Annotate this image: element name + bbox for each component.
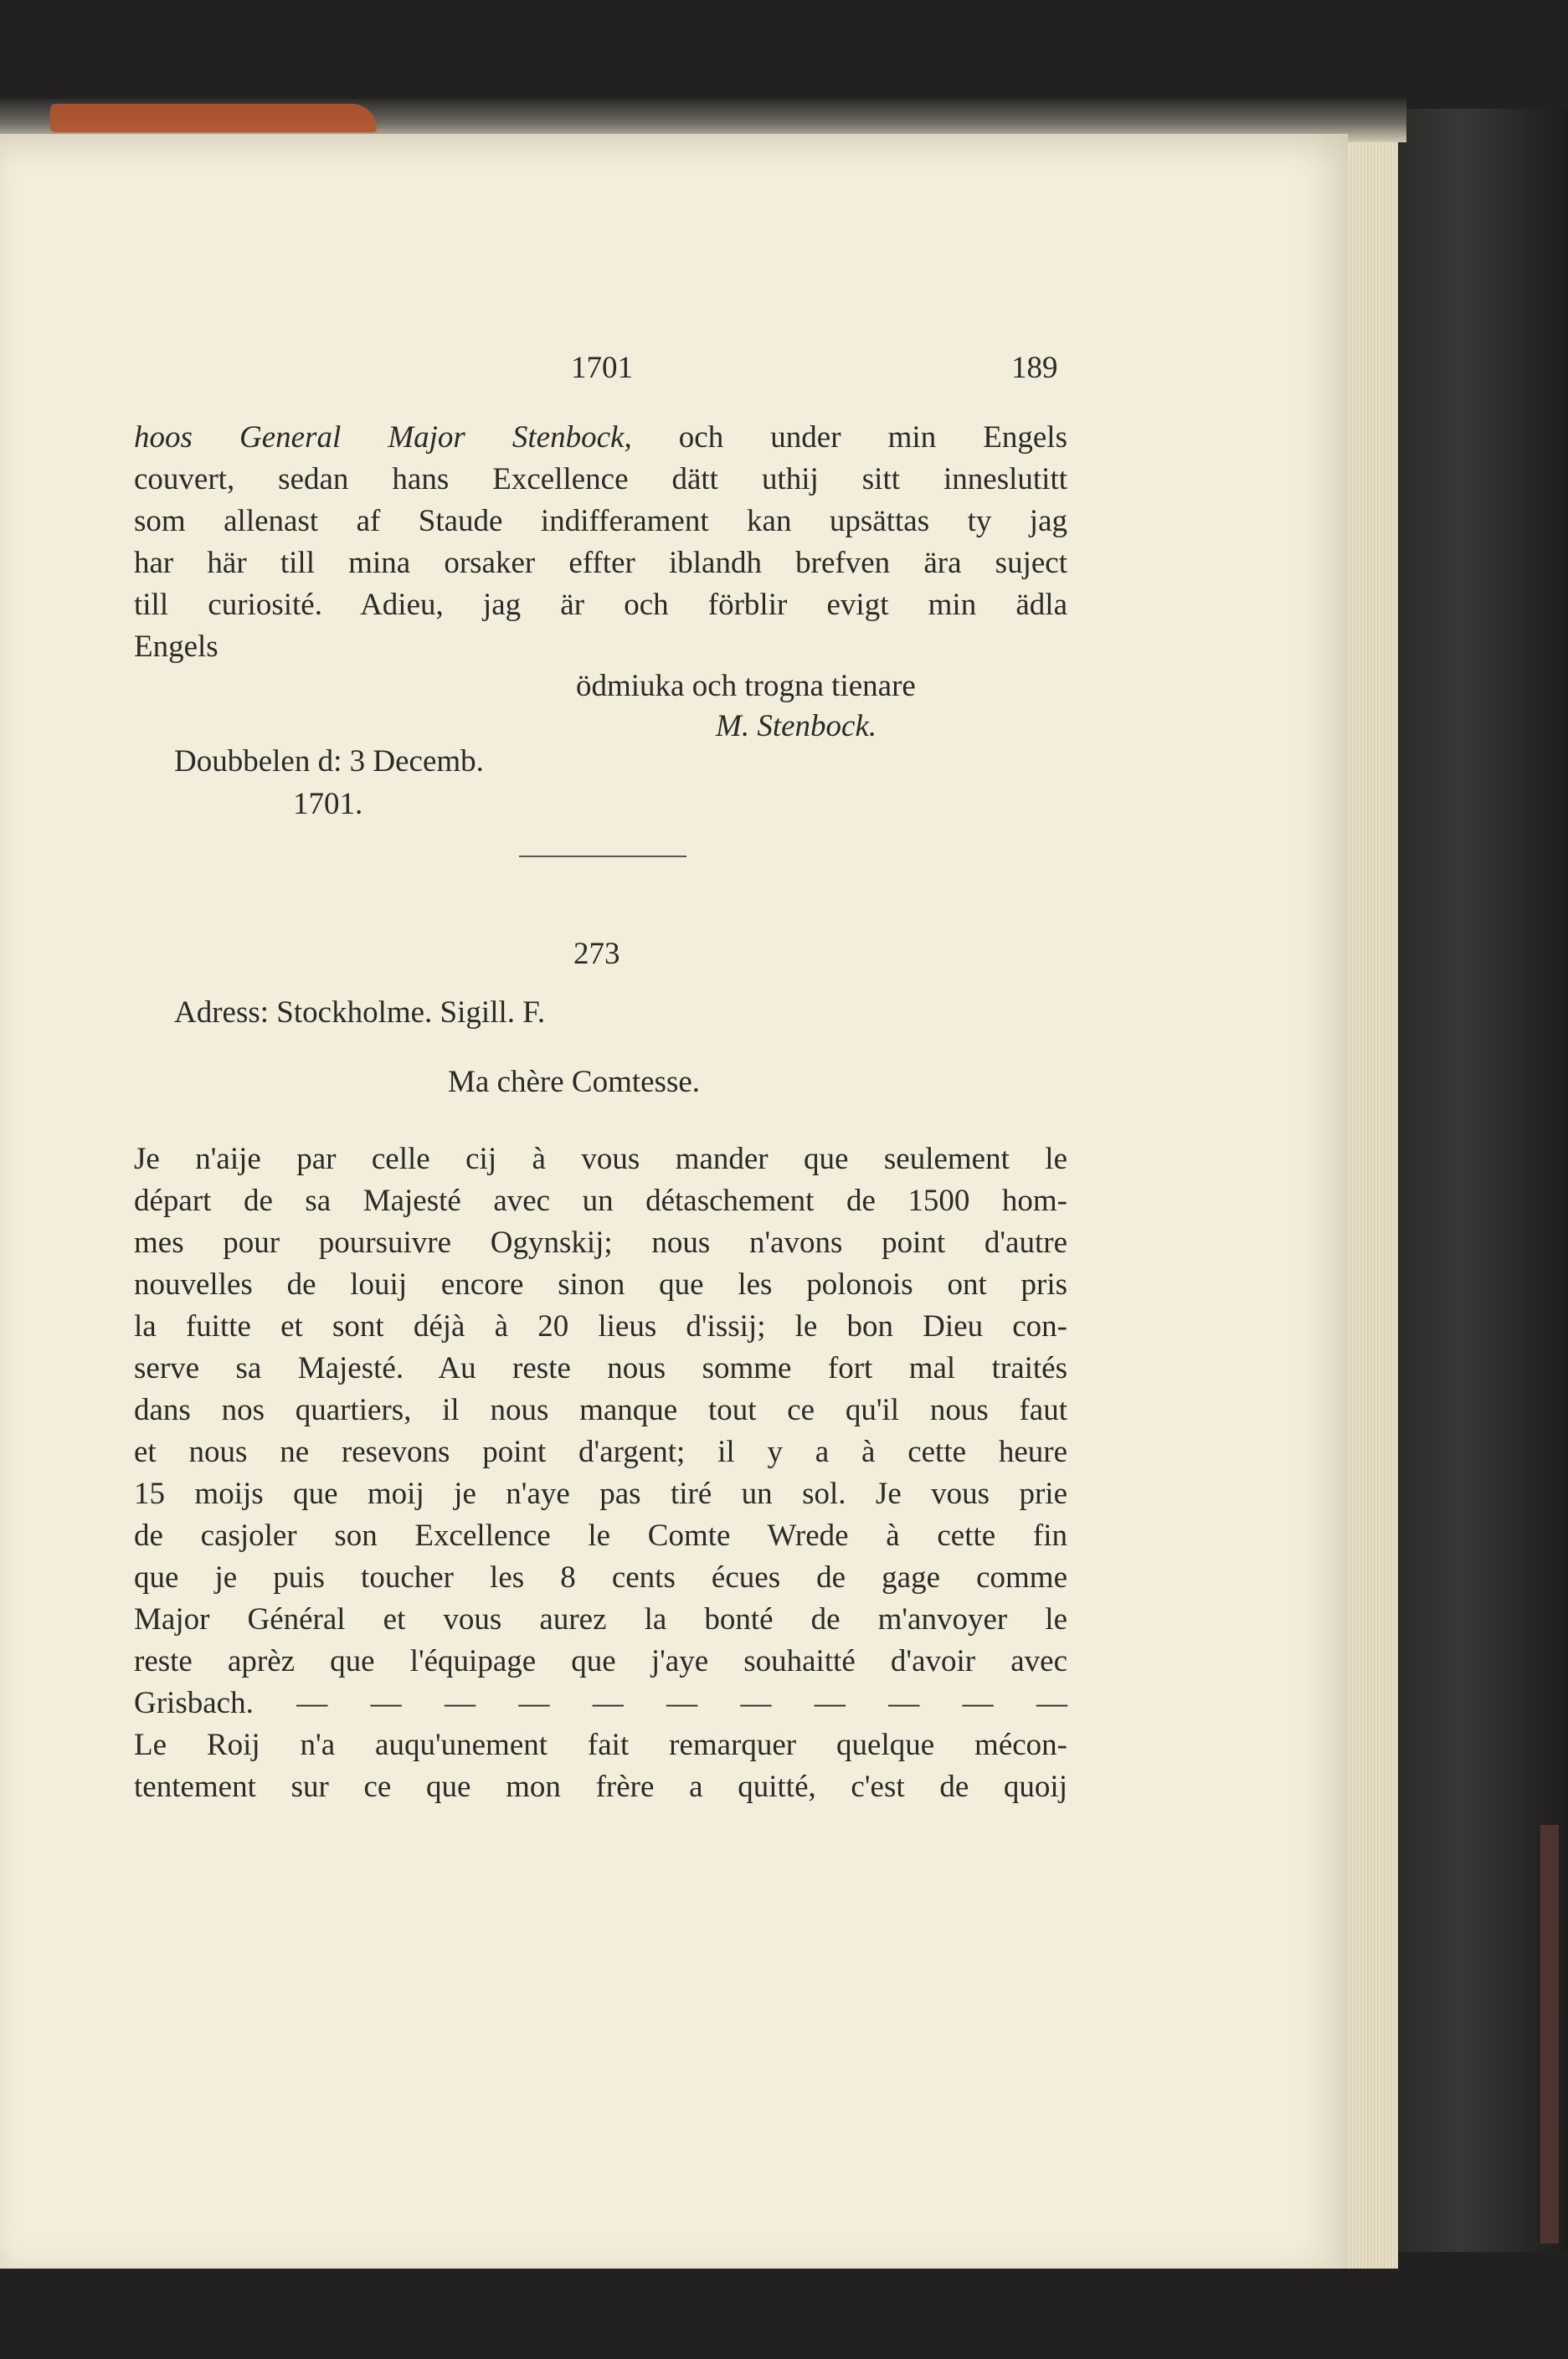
text-line: 15 moijs que moij je n'aye pas tiré un sol. Je vous prie xyxy=(134,1477,1067,1511)
letter-body xyxy=(134,1138,1067,1808)
place-date: Doubbelen d: 3 Decemb. xyxy=(174,744,484,779)
section-divider xyxy=(519,856,686,857)
cover-edge xyxy=(1540,1825,1559,2243)
text-line: till curiosité. Adieu, jag är och förblir evigt min ädla xyxy=(134,588,1067,622)
text-line: de casjoler son Excellence le Comte Wrede à cette fin xyxy=(134,1519,1067,1553)
letter-end-body xyxy=(134,417,1067,668)
letter-number: 273 xyxy=(573,937,620,971)
signature: M. Stenbock. xyxy=(716,709,877,743)
text-line: mes pour poursuivre Ogynskij; nous n'avons point d'autre xyxy=(134,1226,1067,1260)
text-line: Engels xyxy=(134,630,218,664)
text-line: Major Général et vous aurez la bonté de m'anvoyer le xyxy=(134,1602,1067,1637)
running-header-year: 1701 xyxy=(571,351,633,385)
page-number: 189 xyxy=(1011,351,1058,385)
address-line: Adress: Stockholme. Sigill. F. xyxy=(174,995,546,1030)
page-stack-edge xyxy=(1339,126,1398,2269)
text-line: Le Roij n'a auqu'unement fait remarquer quelque mécon- xyxy=(134,1728,1067,1762)
text-line: Grisbach. — — — — — — — — — — — xyxy=(134,1686,1067,1720)
text-line xyxy=(134,417,1067,459)
page-stain xyxy=(50,104,377,132)
text-line: har här till mina orsaker effter iblandh brefven ära suject xyxy=(134,546,1067,580)
text-line: nouvelles de louij encore sinon que les polonois ont pris xyxy=(134,1267,1067,1302)
text-line: dans nos quartiers, il nous manque tout ce qu'il nous faut xyxy=(134,1393,1067,1427)
closing-line: ödmiuka och trogna tienare xyxy=(576,669,916,703)
text-line: som allenast af Staude indifferament kan upsättas ty jag xyxy=(134,504,1067,538)
text-line: et nous ne resevons point d'argent; il y a à cette heure xyxy=(134,1435,1067,1469)
salutation: Ma chère Comtesse. xyxy=(448,1065,701,1099)
italic-name: hoos General Major Stenbock, xyxy=(134,420,632,455)
text-line-rest: och under min Engels xyxy=(631,420,1067,455)
text-line: couvert, sedan hans Excellence dätt uthij sitt inneslutitt xyxy=(134,462,1067,496)
text-line: départ de sa Majesté avec un détaschement de 1500 hom- xyxy=(134,1184,1067,1218)
text-line: reste aprèz que l'équipage que j'aye souhaitté d'avoir avec xyxy=(134,1644,1067,1678)
date-year: 1701. xyxy=(293,787,363,821)
text-line: la fuitte et sont déjà à 20 lieus d'issij; le bon Dieu con- xyxy=(134,1309,1067,1344)
text-line: que je puis toucher les 8 cents écues de gage comme xyxy=(134,1560,1067,1595)
text-line: serve sa Majesté. Au reste nous somme fort mal traités xyxy=(134,1351,1067,1385)
text-line: tentement sur ce que mon frère a quitté, c'est de quoij xyxy=(134,1770,1067,1804)
text-line: Je n'aije par celle cij à vous mander que seulement le xyxy=(134,1142,1067,1176)
